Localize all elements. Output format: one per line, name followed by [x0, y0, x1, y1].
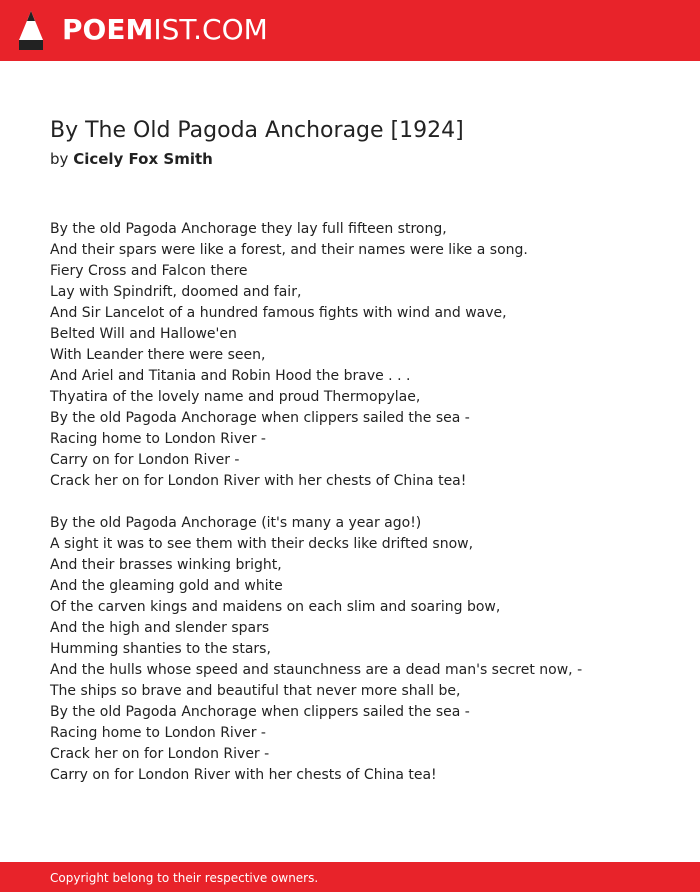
logo-bold-text: POEM — [62, 13, 154, 46]
stanza-1 — [50, 219, 690, 492]
site-logo[interactable] — [62, 13, 268, 47]
poem-line: And their spars were like a forest, and their names were like a song. — [50, 242, 528, 258]
poem-line: Of the carven kings and maidens on each slim and soaring bow, — [50, 599, 501, 615]
logo-light-text: IST.COM — [153, 13, 268, 46]
poem-line: Thyatira of the lovely name and proud Thermopylae, — [50, 389, 421, 405]
poem-line: Racing home to London River - — [50, 725, 266, 741]
poem-line: Racing home to London River - — [50, 431, 266, 447]
pencil-tip-icon[interactable] — [17, 10, 45, 52]
poem-line: Belted Will and Hallowe'en — [50, 326, 237, 342]
poem-line: Carry on for London River - — [50, 452, 240, 468]
poem-line: And the gleaming gold and white — [50, 578, 283, 594]
by-label: by — [50, 150, 69, 168]
stanza-2 — [50, 513, 690, 786]
author-name: Cicely Fox Smith — [73, 150, 213, 168]
site-footer — [0, 862, 700, 892]
poem-line: And Ariel and Titania and Robin Hood the brave . . . — [50, 368, 411, 384]
poem-title: By The Old Pagoda Anchorage [1924] — [50, 118, 464, 143]
poem-line: And the hulls whose speed and staunchness are a dead man's secret now, - — [50, 662, 583, 678]
poem-line: Carry on for London River with her chests of China tea! — [50, 767, 437, 783]
poem-line: A sight it was to see them with their decks like drifted snow, — [50, 536, 474, 552]
site-header — [0, 0, 700, 61]
poem-line: And Sir Lancelot of a hundred famous fights with wind and wave, — [50, 305, 507, 321]
poem-line: By the old Pagoda Anchorage when clippers sailed the sea - — [50, 410, 470, 426]
poem-line: By the old Pagoda Anchorage when clippers sailed the sea - — [50, 704, 470, 720]
byline — [50, 149, 213, 169]
poem-line: Humming shanties to the stars, — [50, 641, 271, 657]
poem-line: And the high and slender spars — [50, 620, 270, 636]
poem-line: By the old Pagoda Anchorage they lay full fifteen strong, — [50, 221, 447, 237]
poem-line: Crack her on for London River with her chests of China tea! — [50, 473, 467, 489]
copyright-text: Copyright belong to their respective owners. — [50, 871, 319, 885]
poem-line: And their brasses winking bright, — [50, 557, 282, 573]
poem-line: Fiery Cross and Falcon there — [50, 263, 248, 279]
poem-line: Lay with Spindrift, doomed and fair, — [50, 284, 302, 300]
poem-line: By the old Pagoda Anchorage (it's many a year ago!) — [50, 515, 422, 531]
poem-line: The ships so brave and beautiful that never more shall be, — [50, 683, 461, 699]
poem-line: Crack her on for London River - — [50, 746, 270, 762]
poem-line: With Leander there were seen, — [50, 347, 266, 363]
